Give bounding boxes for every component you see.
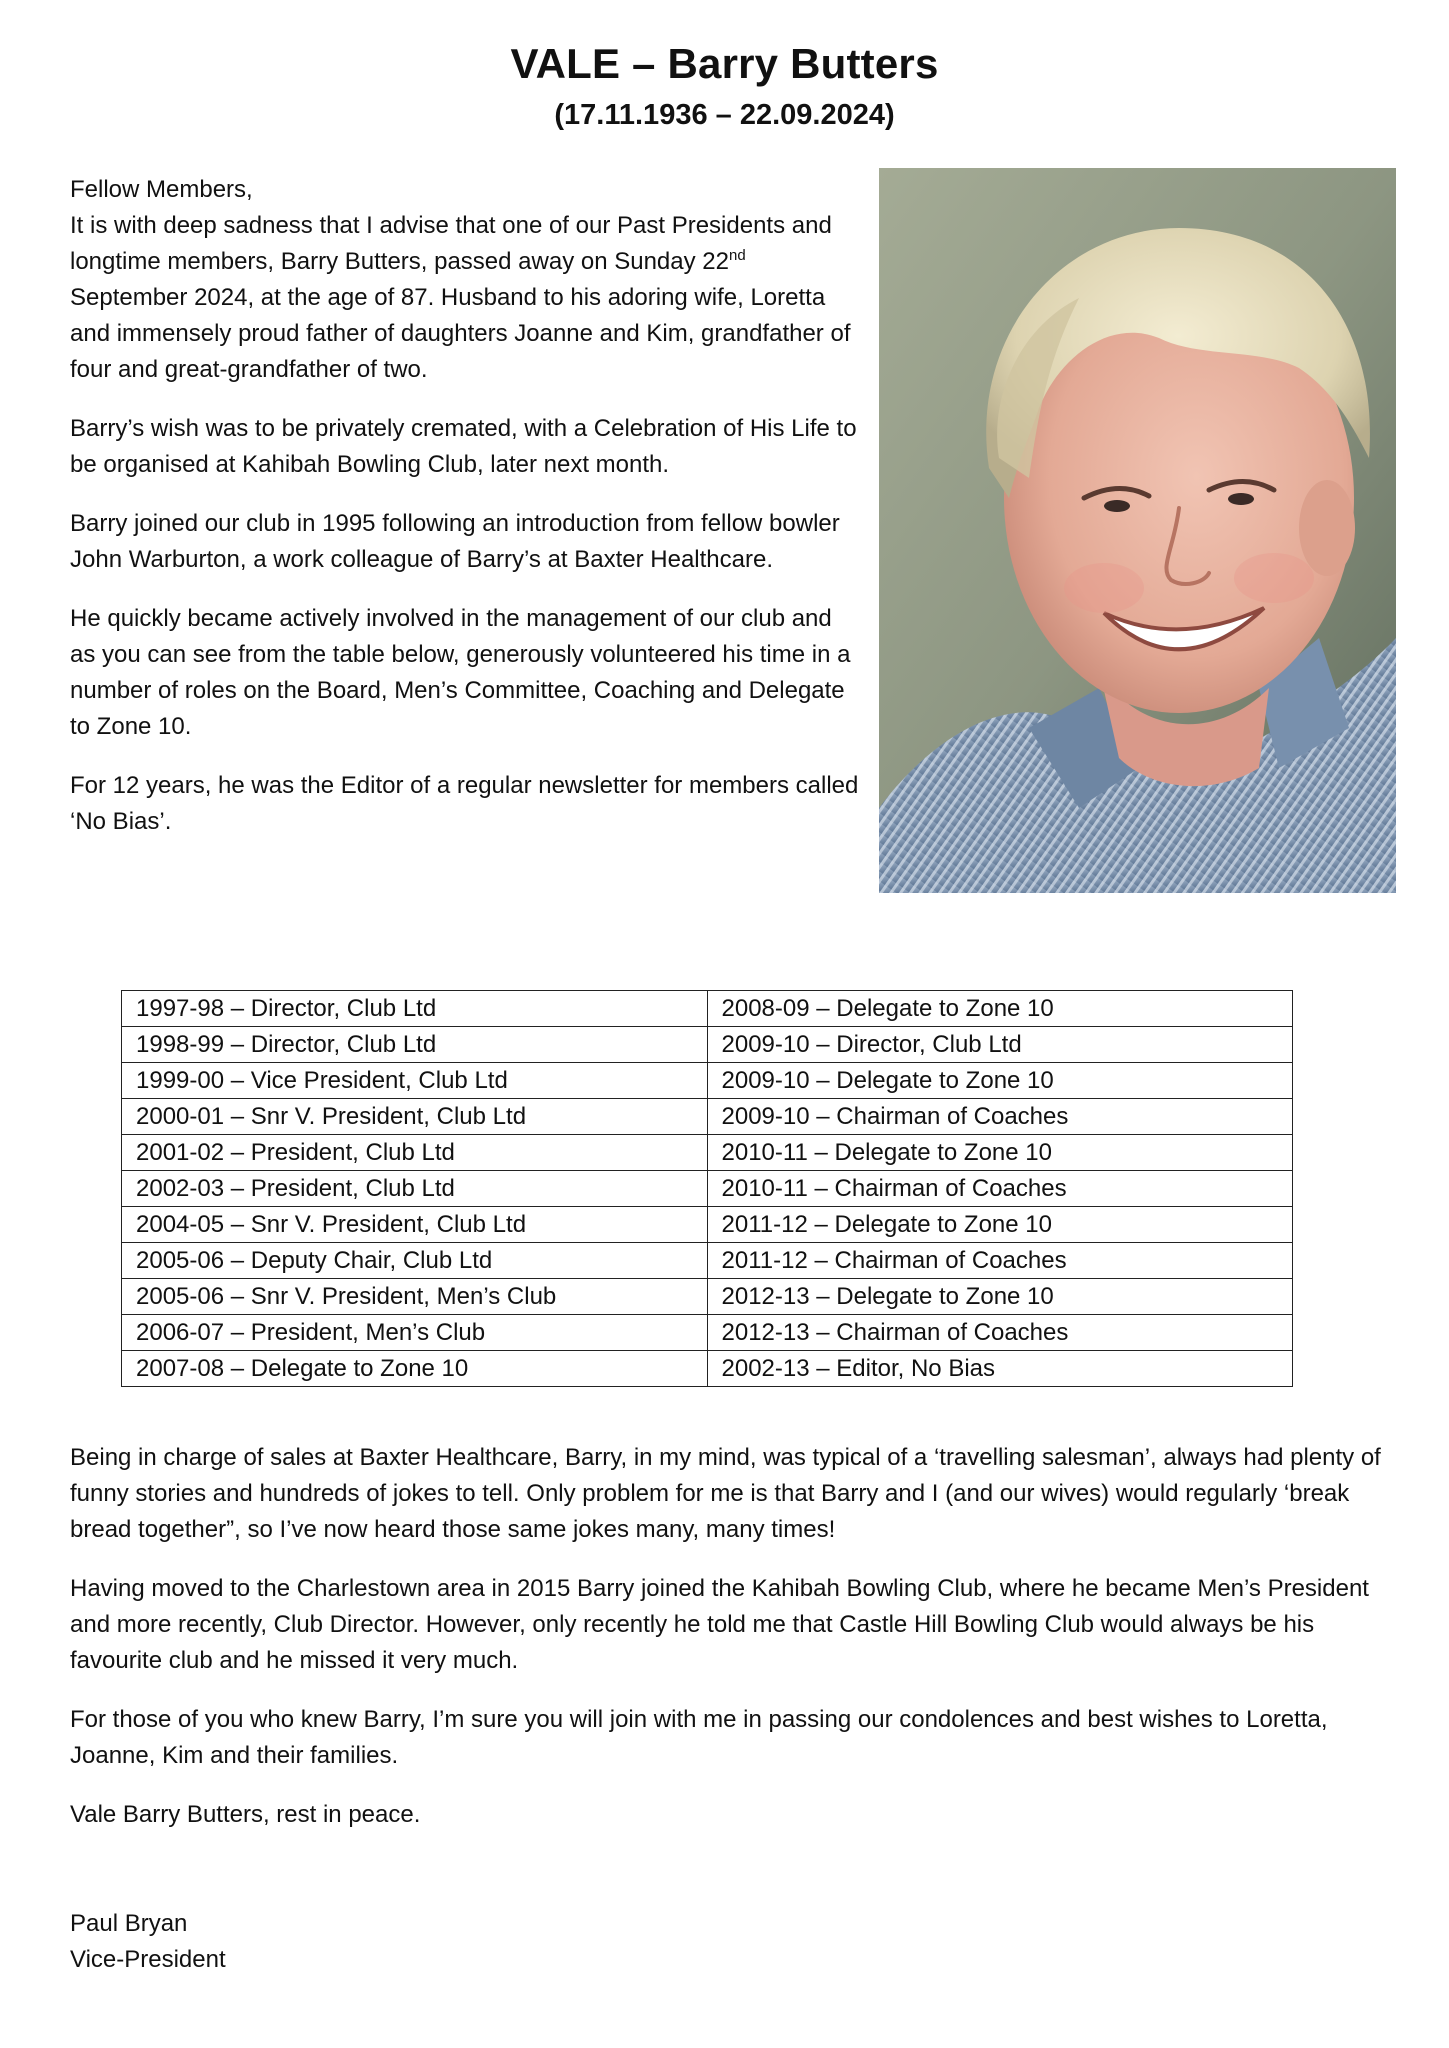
table-cell: 2010-11 – Chairman of Coaches	[707, 1171, 1293, 1207]
table-cell: 2012-13 – Delegate to Zone 10	[707, 1279, 1293, 1315]
table-cell: 2004-05 – Snr V. President, Club Ltd	[122, 1207, 708, 1243]
closing-paragraph-1: Being in charge of sales at Baxter Healthcare, Barry, in my mind, was typical of a ‘travelling salesman’, always had plenty of funny stories and hundreds of jokes to tell. Only problem for me is that Barry and I (and our wives) would regularly ‘break bread together”, so I’ve now heard those same jokes many, many times!	[70, 1444, 1381, 1543]
intro-section	[70, 172, 860, 863]
table-row	[122, 1099, 1293, 1135]
table-cell: 2000-01 – Snr V. President, Club Ltd	[122, 1099, 708, 1135]
table-row	[122, 1135, 1293, 1171]
signatory-role: Vice-President	[70, 1946, 226, 1973]
table-cell: 2005-06 – Snr V. President, Men’s Club	[122, 1279, 708, 1315]
table-row	[122, 1315, 1293, 1351]
page-title: VALE – Barry Butters	[510, 40, 939, 87]
table-row	[122, 1027, 1293, 1063]
signature-block	[70, 1906, 226, 1978]
table-cell: 1999-00 – Vice President, Club Ltd	[122, 1063, 708, 1099]
table-cell: 2008-09 – Delegate to Zone 10	[707, 991, 1293, 1027]
closing-paragraph-2: Having moved to the Charlestown area in 2015 Barry joined the Kahibah Bowling Club, where he became Men’s President and more recently, Club Director. However, only recently he told me that Castle Hill Bowling Club would always be his favourite club and he missed it very much.	[70, 1575, 1369, 1674]
table-row	[122, 991, 1293, 1027]
table-cell: 2005-06 – Deputy Chair, Club Ltd	[122, 1243, 708, 1279]
intro-paragraph-3: Barry joined our club in 1995 following an introduction from fellow bowler John Warburton, a work colleague of Barry’s at Baxter Healthcare.	[70, 510, 840, 573]
table-row	[122, 1063, 1293, 1099]
life-dates: (17.11.1936 – 22.09.2024)	[554, 99, 895, 131]
table-row	[122, 1207, 1293, 1243]
table-cell: 2010-11 – Delegate to Zone 10	[707, 1135, 1293, 1171]
intro-paragraph-4: He quickly became actively involved in the management of our club and as you can see from the table below, generously volunteered his time in a number of roles on the Board, Men’s Committee, Coaching and Delegate to Zone 10.	[70, 605, 851, 740]
intro-paragraph-1	[70, 208, 860, 388]
table-row	[122, 1351, 1293, 1387]
closing-paragraph-3: For those of you who knew Barry, I’m sure you will join with me in passing our condolences and best wishes to Loretta, Joanne, Kim and their families.	[70, 1706, 1328, 1769]
intro-paragraph-5: For 12 years, he was the Editor of a regular newsletter for members called ‘No Bias’.	[70, 772, 859, 835]
table-cell: 1998-99 – Director, Club Ltd	[122, 1027, 708, 1063]
date-ordinal-suffix: nd	[729, 247, 746, 264]
table-row	[122, 1171, 1293, 1207]
table-cell: 2011-12 – Delegate to Zone 10	[707, 1207, 1293, 1243]
table-cell: 1997-98 – Director, Club Ltd	[122, 991, 708, 1027]
table-cell: 2012-13 – Chairman of Coaches	[707, 1315, 1293, 1351]
closing-paragraph-4: Vale Barry Butters, rest in peace.	[70, 1801, 421, 1828]
table-row	[122, 1279, 1293, 1315]
closing-section	[70, 1440, 1400, 1856]
table-cell: 2009-10 – Chairman of Coaches	[707, 1099, 1293, 1135]
table-cell: 2011-12 – Chairman of Coaches	[707, 1243, 1293, 1279]
intro-p1-start: It is with deep sadness that I advise that one of our Past Presidents and longtime members, Barry Butters, passed away on Sunday 22	[70, 212, 832, 275]
table-cell: 2006-07 – President, Men’s Club	[122, 1315, 708, 1351]
portrait-photo	[879, 168, 1396, 893]
table-cell: 2001-02 – President, Club Ltd	[122, 1135, 708, 1171]
table-cell: 2002-03 – President, Club Ltd	[122, 1171, 708, 1207]
salutation: Fellow Members,	[70, 176, 253, 203]
signatory-name: Paul Bryan	[70, 1910, 188, 1937]
table-cell: 2007-08 – Delegate to Zone 10	[122, 1351, 708, 1387]
table-cell: 2009-10 – Director, Club Ltd	[707, 1027, 1293, 1063]
intro-paragraph-2: Barry’s wish was to be privately cremated, with a Celebration of His Life to be organised at Kahibah Bowling Club, later next month.	[70, 415, 857, 478]
roles-table	[121, 990, 1293, 1387]
intro-p1-end: September 2024, at the age of 87. Husband to his adoring wife, Loretta and immensely proud father of daughters Joanne and Kim, grandfather of four and great-grandfather of two.	[70, 284, 851, 383]
table-cell: 2002-13 – Editor, No Bias	[707, 1351, 1293, 1387]
table-row	[122, 1243, 1293, 1279]
table-cell: 2009-10 – Delegate to Zone 10	[707, 1063, 1293, 1099]
